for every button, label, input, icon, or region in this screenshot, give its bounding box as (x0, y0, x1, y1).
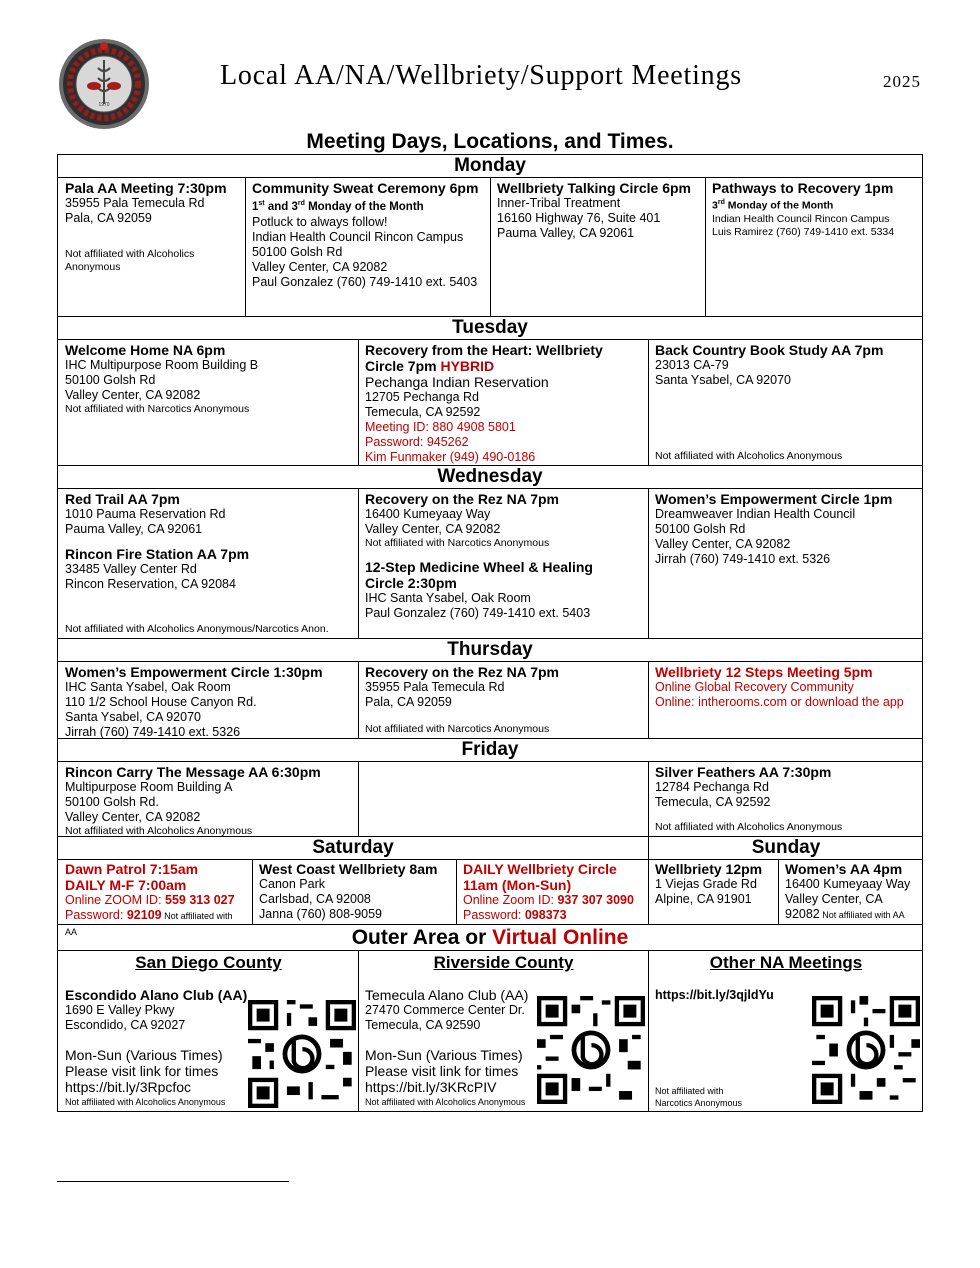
outer-other-na: Other NA Meetings https://bit.ly/3qjldYu Not affiliated with Narcotics Anonymous (648, 951, 923, 1112)
meeting-monday-talking-circle: Wellbriety Talking Circle 6pm Inner-Tribal Treatment 16160 Highway 76, Suite 401 Pauma Valley, CA 92061 (497, 180, 691, 240)
day-header-monday: Monday (57, 154, 923, 178)
outer-san-diego: San Diego County Escondido Alano Club (AA) 1690 E Valley Pkwy Escondido, CA 92027 Mon-Sun (Various Times) Please visit link for times https://bit.ly/3Rpcfoc Not affiliated with Alcoholics Anonymous (58, 951, 358, 1112)
qr-code-san-diego[interactable] (248, 1000, 356, 1108)
link-san-diego[interactable]: https://bit.ly/3Rpcfoc (65, 1079, 192, 1095)
meeting-tuesday-welcome-home-na: Welcome Home NA 6pm IHC Multipurpose Room Building B 50100 Golsh Rd Valley Center, CA 92082 Not affiliated with Narcotics Anonymous (65, 342, 259, 415)
qr-code-other-na[interactable] (812, 996, 920, 1104)
svg-text:1970: 1970 (98, 102, 110, 108)
page-subtitle: Meeting Days, Locations, and Times. (306, 130, 674, 153)
meeting-thursday-womens-empowerment: Women’s Empowerment Circle 1:30pm IHC Santa Ysabel, Oak Room 110 1/2 School House Canyon Rd. Santa Ysabel, CA 92070 Jirrah (760) 749-1410 ext. 5326 (65, 664, 323, 739)
day-header-saturday: Saturday (312, 837, 394, 858)
meeting-sunday-wellbriety: Wellbriety 12pm 1 Viejas Grade Rd Alpine, CA 91901 (655, 861, 763, 906)
day-header-sunday: Sunday (751, 837, 821, 858)
day-header-tuesday: Tuesday (57, 316, 923, 340)
meeting-sunday-womens-aa: Women’s AA 4pm 16400 Kumeyaay Way Valley Center, CA 92082 Not affiliated with AA (785, 861, 911, 921)
day-header-thursday: Thursday (57, 638, 923, 662)
meeting-tuesday-recovery-heart: Recovery from the Heart: Wellbriety Circle 7pm HYBRID Pechanga Indian Reservation 12705 Pechanga Rd Temecula, CA 92592 Meeting ID: 880 4908 5801 Password: 945262 Kim Funmaker (949) 490-0186 (365, 342, 603, 464)
county-heading-other-na: Other NA Meetings (709, 953, 863, 972)
meeting-friday-silver-feathers: Silver Feathers AA 7:30pm 12784 Pechanga Rd Temecula, CA 92592 Not affiliated with Alcoholics Anonymous (655, 764, 843, 833)
footnote-divider (57, 1181, 289, 1182)
meeting-wednesday-recovery-rez: Recovery on the Rez NA 7pm 16400 Kumeyaay Way Valley Center, CA 92082 Not affiliated with Narcotics Anonymous 12-Step Medicine Wheel & Healing Circle 2:30pm IHC Santa Ysabel, Oak Room Paul Gonzalez (760) 749-1410 ext. 5403 (365, 491, 593, 620)
year: 2025 (883, 72, 921, 91)
meeting-saturday-west-coast-wellbriety: West Coast Wellbriety 8am Canon Park Carlsbad, CA 92008 Janna (760) 808-9059 (259, 861, 438, 921)
meeting-friday-rincon-carry: Rincon Carry The Message AA 6:30pm Multipurpose Room Building A 50100 Golsh Rd. Valley Center, CA 92082 Not affiliated with Alcoholics Anonymous (65, 764, 321, 837)
day-header-friday: Friday (57, 738, 923, 762)
meeting-monday-pala-aa: Pala AA Meeting 7:30pm 35955 Pala Temecula Rd Pala, CA 92059 Not affiliated with Alcoholics Anonymous (65, 180, 227, 273)
meeting-wednesday-womens-empowerment: Women’s Empowerment Circle 1pm Dreamweaver Indian Health Council 50100 Golsh Rd Valley Center, CA 92082 Jirrah (760) 749-1410 ext. 5326 (655, 491, 893, 566)
meeting-monday-pathways: Pathways to Recovery 1pm 3rd Monday of the Month Indian Health Council Rincon Campus Luis Ramirez (760) 749-1410 ext. 5334 (712, 180, 895, 238)
day-header-wednesday: Wednesday (57, 465, 923, 489)
meeting-thursday-recovery-rez: Recovery on the Rez NA 7pm 35955 Pala Temecula Rd Pala, CA 92059 Not affiliated with Narcotics Anonymous (365, 664, 559, 735)
organization-seal-logo (58, 38, 150, 130)
meeting-monday-sweat-ceremony: Community Sweat Ceremony 6pm 1st and 3rd Monday of the Month Potluck to always follow! Indian Health Council Rincon Campus 50100 Golsh Rd Valley Center, CA 92082 Paul Gonzalez (760) 749-1410 ext. 5403 (252, 180, 479, 289)
meeting-tuesday-back-country: Back Country Book Study AA 7pm 23013 CA-79 Santa Ysabel, CA 92070 Not affiliated with Alcoholics Anonymous (655, 342, 884, 462)
meeting-wednesday-red-trail: Red Trail AA 7pm 1010 Pauma Reservation Rd Pauma Valley, CA 92061 Rincon Fire Station AA 7pm 33485 Valley Center Rd Rincon Reservation, CA 92084 Not affiliated with Alcoholics Anonymous/Narcotics Anon. (65, 491, 329, 635)
hybrid-badge: HYBRID (440, 358, 495, 374)
meeting-thursday-wellbriety-online: Wellbriety 12 Steps Meeting 5pm Online Global Recovery Community Online: intherooms.com or download the app (655, 664, 904, 709)
county-heading-san-diego: San Diego County (135, 953, 282, 972)
link-other-na[interactable]: https://bit.ly/3qjldYu (655, 988, 774, 1002)
qr-code-riverside[interactable] (537, 996, 645, 1104)
meeting-saturday-daily-wellbriety: DAILY Wellbriety Circle 11am (Mon-Sun) Online Zoom ID: 937 307 3090 Password: 098373 (463, 861, 634, 922)
outer-riverside: Riverside County Temecula Alano Club (AA) 27470 Commerce Center Dr. Temecula, CA 92590 Mon-Sun (Various Times) Please visit link for times https://bit.ly/3KRcPIV Not affiliated with Alcoholics Anonymous (358, 951, 648, 1112)
outer-area-heading: Outer Area or Virtual Online (57, 924, 923, 951)
county-heading-riverside: Riverside County (433, 953, 574, 972)
link-riverside[interactable]: https://bit.ly/3KRcPIV (365, 1079, 497, 1095)
page-title: Local AA/NA/Wellbriety/Support Meetings (220, 60, 742, 91)
meeting-saturday-dawn-patrol: Dawn Patrol 7:15am DAILY M-F 7:00am Online ZOOM ID: 559 313 027 Password: 92109 Not affiliated with AA (65, 861, 235, 937)
